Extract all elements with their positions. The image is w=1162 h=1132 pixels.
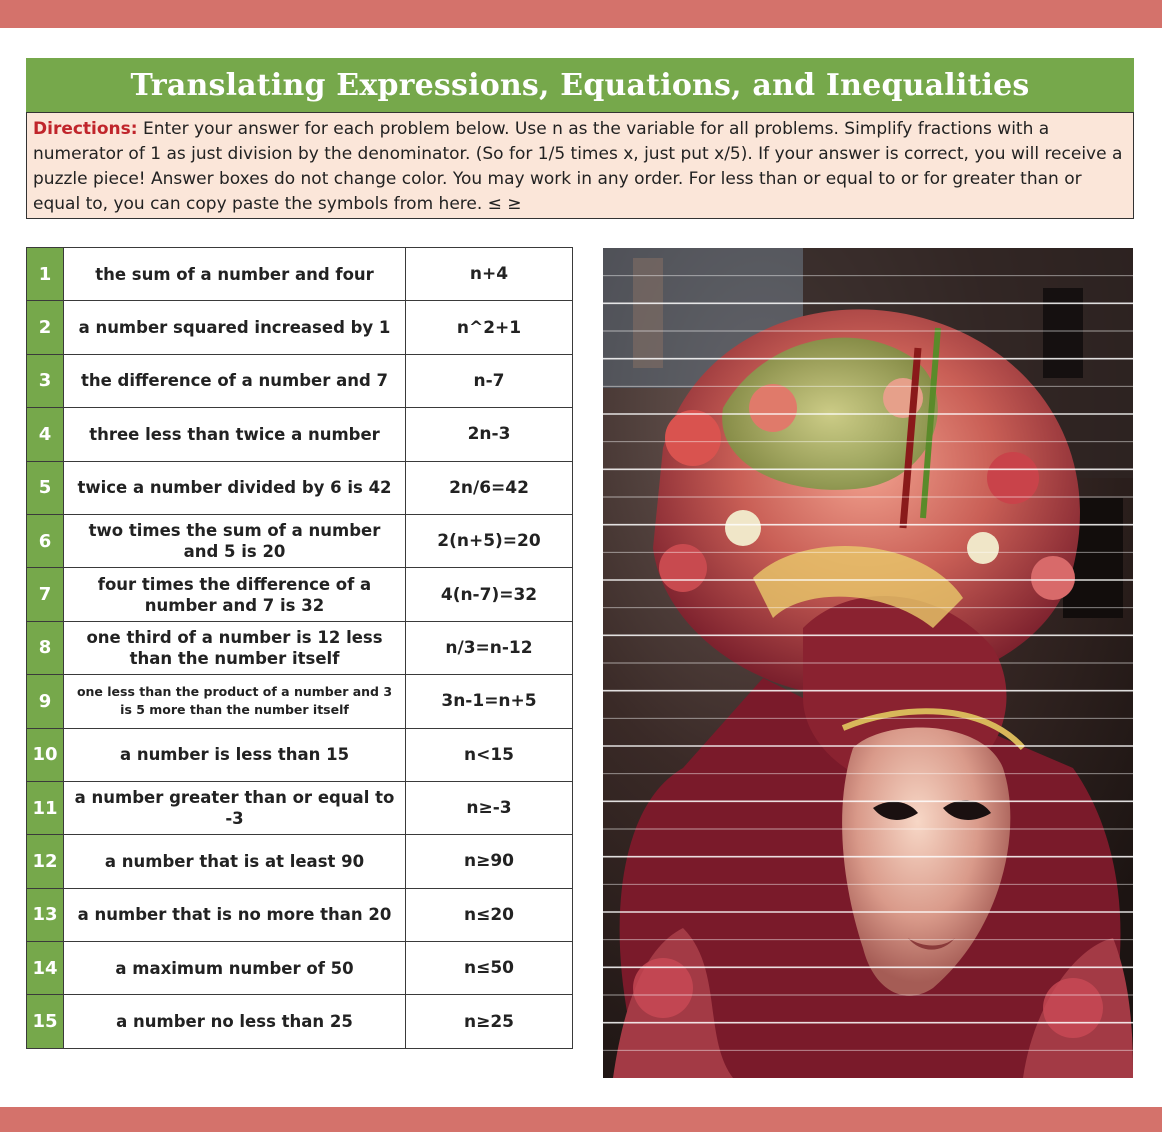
problem-row (27, 514, 573, 567)
answer-box[interactable]: 2n-3 (406, 408, 573, 461)
answer-box[interactable]: n≥25 (406, 995, 573, 1048)
problem-row (27, 942, 573, 995)
problem-row (27, 301, 573, 354)
answer-box[interactable]: n≥-3 (406, 781, 573, 834)
problem-row (27, 461, 573, 514)
problem-phrase: a number squared increased by 1 (64, 301, 406, 354)
problem-phrase: a number that is no more than 20 (64, 888, 406, 941)
answer-box[interactable]: n≤20 (406, 888, 573, 941)
problem-row (27, 888, 573, 941)
problem-row (27, 675, 573, 728)
answer-box[interactable]: 2(n+5)=20 (406, 514, 573, 567)
problem-number: 12 (27, 835, 64, 888)
answer-box[interactable]: n+4 (406, 248, 573, 301)
answer-box[interactable]: n^2+1 (406, 301, 573, 354)
problem-phrase: twice a number divided by 6 is 42 (64, 461, 406, 514)
problem-row (27, 248, 573, 301)
problem-number: 9 (27, 675, 64, 728)
problems-table (26, 247, 573, 1049)
problem-number: 8 (27, 621, 64, 674)
problem-phrase: a number no less than 25 (64, 995, 406, 1048)
problem-row (27, 621, 573, 674)
problem-phrase: one third of a number is 12 less than the number itself (64, 621, 406, 674)
problem-row (27, 995, 573, 1048)
problem-number: 1 (27, 248, 64, 301)
bottom-accent-bar (0, 1107, 1162, 1132)
problem-number: 3 (27, 354, 64, 407)
answer-box[interactable]: n≥90 (406, 835, 573, 888)
problem-phrase: four times the difference of a number and 7 is 32 (64, 568, 406, 621)
directions-text: Enter your answer for each problem below. Use n as the variable for all problems. Simplify fractions with a numerator of 1 as just division by the denominator. (So for 1/5 times x, just put x/5). If your answer is correct, you will receive a puzzle piece! Answer boxes do not change color. You may work in any order. For less than or equal to or for greater than or equal to, you can copy paste the symbols from here. ≤ ≥ (33, 119, 1123, 214)
problem-number: 6 (27, 514, 64, 567)
answer-box[interactable]: n-7 (406, 354, 573, 407)
problem-phrase: the sum of a number and four (64, 248, 406, 301)
problem-phrase: a number that is at least 90 (64, 835, 406, 888)
carnival-mask-image (603, 248, 1133, 1078)
puzzle-image (603, 248, 1133, 1078)
problem-row (27, 835, 573, 888)
problem-number: 10 (27, 728, 64, 781)
answer-box[interactable]: 2n/6=42 (406, 461, 573, 514)
problem-phrase: two times the sum of a number and 5 is 20 (64, 514, 406, 567)
problem-phrase: a maximum number of 50 (64, 942, 406, 995)
top-accent-bar (0, 0, 1162, 28)
answer-box[interactable]: n/3=n-12 (406, 621, 573, 674)
problem-number: 5 (27, 461, 64, 514)
worksheet-title: Translating Expressions, Equations, and Inequalities (26, 58, 1134, 112)
problem-phrase: three less than twice a number (64, 408, 406, 461)
problem-number: 15 (27, 995, 64, 1048)
problem-phrase: the difference of a number and 7 (64, 354, 406, 407)
problem-phrase: a number is less than 15 (64, 728, 406, 781)
problem-row (27, 568, 573, 621)
answer-box[interactable]: 3n-1=n+5 (406, 675, 573, 728)
problem-number: 7 (27, 568, 64, 621)
problem-number: 13 (27, 888, 64, 941)
answer-box[interactable]: 4(n-7)=32 (406, 568, 573, 621)
problem-phrase: a number greater than or equal to -3 (64, 781, 406, 834)
problem-number: 14 (27, 942, 64, 995)
problem-number: 11 (27, 781, 64, 834)
problem-row (27, 354, 573, 407)
problem-phrase: one less than the product of a number and 3 is 5 more than the number itself (64, 675, 406, 728)
problem-row (27, 728, 573, 781)
problem-number: 2 (27, 301, 64, 354)
answer-box[interactable]: n<15 (406, 728, 573, 781)
problem-row (27, 781, 573, 834)
problem-row (27, 408, 573, 461)
directions-label: Directions: (33, 119, 138, 139)
directions-box (26, 112, 1134, 219)
problem-number: 4 (27, 408, 64, 461)
answer-box[interactable]: n≤50 (406, 942, 573, 995)
